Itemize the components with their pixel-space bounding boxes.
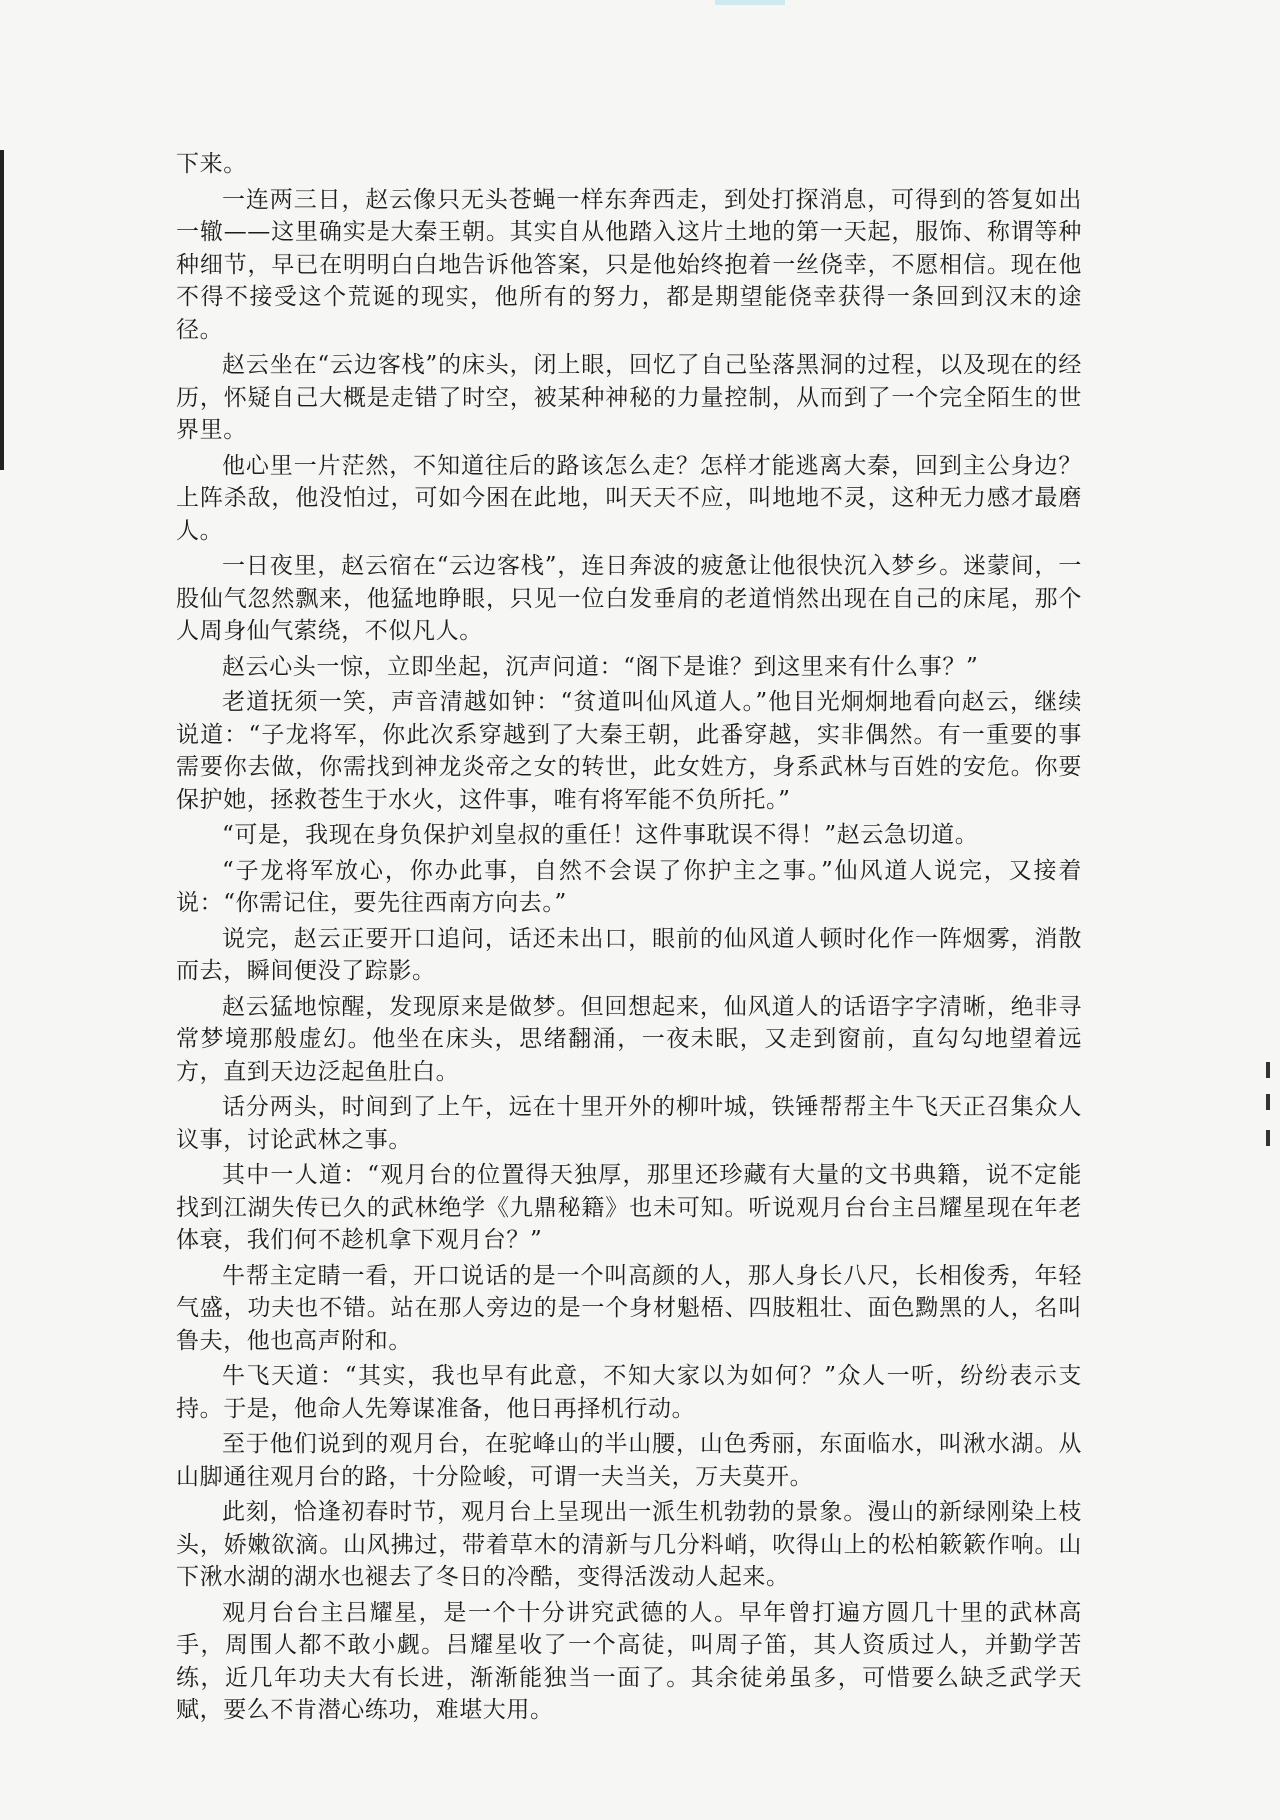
- scan-top-mark: [715, 0, 785, 5]
- body-text: [176, 148, 1082, 1730]
- scan-edge-shadow: [0, 150, 4, 470]
- paragraph: “可是，我现在身负保护刘皇叔的重任！这件事耽误不得！”赵云急切道。: [222, 822, 979, 848]
- paragraph: 赵云坐在“云边客栈”的床头，闭上眼，回忆了自己坠落黑洞的过程，以及现在的经历，怀疑自己大概是走错了时空，被某种神秘的力量控制，从而到了一个完全陌生的世界里。: [176, 352, 1082, 443]
- paragraph: 牛飞天道：“其实，我也早有此意，不知大家以为如何？”众人一听，纷纷表示支持。于是，他命人先筹谋准备，他日再择机行动。: [176, 1363, 1082, 1422]
- scan-right-mark: [1266, 1130, 1270, 1146]
- paragraph: “子龙将军放心，你办此事，自然不会误了你护主之事。”仙风道人说完，又接着说：“你需记住，要先往西南方向去。”: [176, 857, 1082, 916]
- paragraph: 下来。: [176, 151, 247, 177]
- paragraph: 其中一人道：“观月台的位置得天独厚，那里还珍藏有大量的文书典籍，说不定能找到江湖失传已久的武林绝学《九鼎秘籍》也未可知。听说观月台台主吕耀星现在年老体衰，我们何不趁机拿下观月台？”: [176, 1162, 1082, 1253]
- paragraph: 观月台台主吕耀星，是一个十分讲究武德的人。早年曾打遍方圆几十里的武林高手，周围人都不敢小觑。吕耀星收了一个高徒，叫周子笛，其人资质过人，并勤学苦练，近几年功夫大有长进，渐渐能独当一面了。其余徒弟虽多，可惜要么缺乏武学天赋，要么不肯潜心练功，难堪大用。: [176, 1599, 1082, 1723]
- paragraph: 赵云心头一惊，立即坐起，沉声问道：“阁下是谁？到这里来有什么事？”: [222, 653, 979, 680]
- paragraph: 一日夜里，赵云宿在“云边客栈”，连日奔波的疲惫让他很快沉入梦乡。迷蒙间，一股仙气忽然飘来，他猛地睁眼，只见一位白发垂肩的老道悄然出现在自己的床尾，那个人周身仙气萦绕，不似凡人。: [176, 553, 1082, 644]
- paragraph: 说完，赵云正要开口追问，话还未出口，眼前的仙风道人顿时化作一阵烟雾，消散而去，瞬间便没了踪影。: [176, 925, 1082, 984]
- scan-right-mark: [1266, 1062, 1270, 1078]
- paragraph: 至于他们说到的观月台，在驼峰山的半山腰，山色秀丽，东面临水，叫湫水湖。从山脚通往观月台的路，十分险峻，可谓一夫当关，万夫莫开。: [176, 1431, 1082, 1490]
- paragraph: 他心里一片茫然，不知道往后的路该怎么走？怎样才能逃离大秦，回到主公身边？上阵杀敌，他没怕过，可如今困在此地，叫天天不应，叫地地不灵，这种无力感才最磨人。: [176, 452, 1082, 544]
- paragraph: 话分两头，时间到了上午，远在十里开外的柳叶城，铁锤帮帮主牛飞天正召集众人议事，讨论武林之事。: [176, 1094, 1082, 1153]
- paragraph: 牛帮主定睛一看，开口说话的是一个叫高颜的人，那人身长八尺，长相俊秀，年轻气盛，功夫也不错。站在那人旁边的是一个身材魁梧、四肢粗壮、面色黝黑的人，名叫鲁夫，他也高声附和。: [176, 1262, 1082, 1354]
- paragraph: 此刻，恰逢初春时节，观月台上呈现出一派生机勃勃的景象。漫山的新绿刚染上枝头，娇嫩欲滴。山风拂过，带着草木的清新与几分料峭，吹得山上的松柏簌簌作响。山下湫水湖的湖水也褪去了冬日的冷酷，变得活泼动人起来。: [176, 1499, 1082, 1590]
- paragraph: 一连两三日，赵云像只无头苍蝇一样东奔西走，到处打探消息，可得到的答复如出一辙——这里确实是大秦王朝。其实自从他踏入这片土地的第一天起，服饰、称谓等种种细节，早已在明明白白地告诉他答案，只是他始终抱着一丝侥幸，不愿相信。现在他不得不接受这个荒诞的现实，他所有的努力，都是期望能侥幸获得一条回到汉末的途径。: [176, 186, 1082, 343]
- scan-right-mark: [1266, 1094, 1270, 1110]
- paragraph: 赵云猛地惊醒，发现原来是做梦。但回想起来，仙风道人的话语字字清晰，绝非寻常梦境那般虚幻。他坐在床头，思绪翻涌，一夜未眠，又走到窗前，直勾勾地望着远方，直到天边泛起鱼肚白。: [176, 993, 1082, 1085]
- paragraph: 老道抚须一笑，声音清越如钟：“贫道叫仙风道人。”他目光炯炯地看向赵云，继续说道：“子龙将军，你此次系穿越到了大秦王朝，此番穿越，实非偶然。有一重要的事需要你去做，你需找到神龙炎帝之女的转世，此女姓方，身系武林与百姓的安危。你要保护她，拯救苍生于水火，这件事，唯有将军能不负所托。”: [176, 689, 1082, 813]
